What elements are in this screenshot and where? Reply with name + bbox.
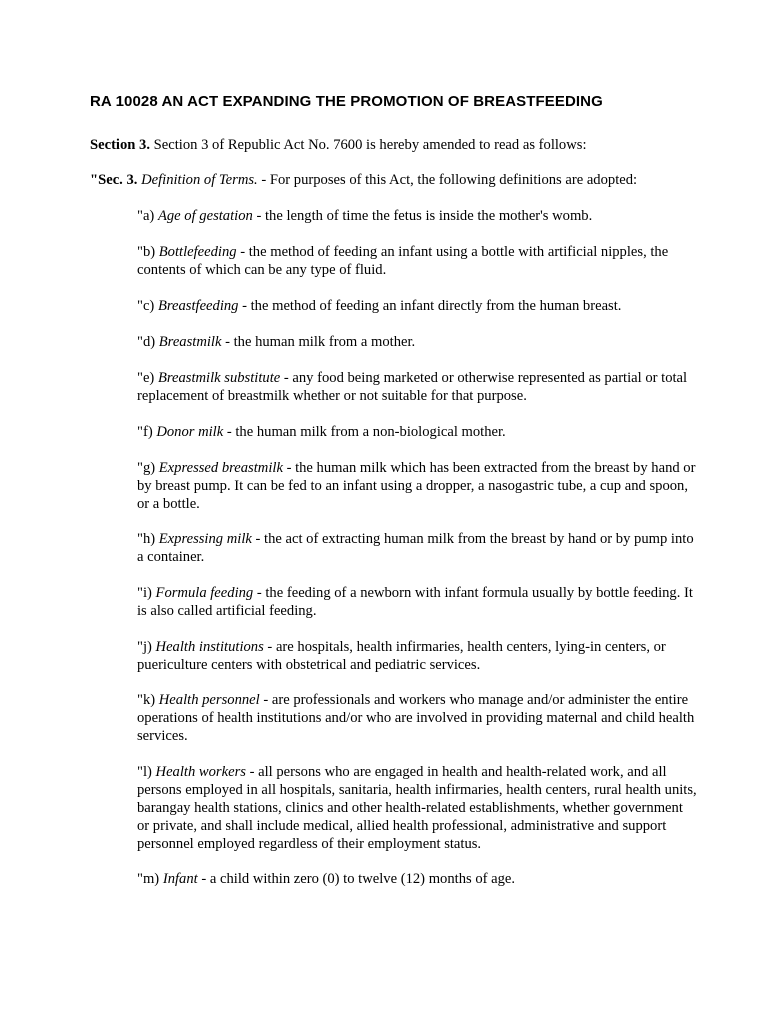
definition-term: Donor milk	[156, 424, 224, 440]
definition-prefix: "b)	[137, 244, 159, 260]
sec-3-definition-paragraph	[90, 171, 730, 189]
definition-term: Infant	[162, 871, 198, 887]
definition-term: Age of gestation	[157, 208, 253, 224]
definition-prefix: "f)	[137, 424, 157, 440]
definition-prefix: "g)	[137, 460, 159, 476]
definition-term: Expressed breastmilk	[158, 460, 283, 476]
definition-prefix: "h)	[137, 531, 159, 547]
definition-item-l	[137, 763, 697, 853]
definition-term: Health institutions	[155, 639, 264, 655]
definition-term: Breastmilk	[158, 334, 222, 350]
definition-text: - the length of time the fetus is inside the mother's womb.	[252, 208, 593, 224]
definition-item-j	[137, 638, 697, 674]
document-title: RA 10028 AN ACT EXPANDING THE PROMOTION OF BREASTFEEDING	[90, 93, 603, 110]
definition-term: Bottlefeeding	[158, 244, 237, 260]
definition-item-b	[137, 243, 697, 279]
definition-prefix: "a)	[137, 208, 158, 224]
definition-prefix: "k)	[137, 692, 159, 708]
sec-3-text: - For purposes of this Act, the following definitions are adopted:	[257, 172, 638, 188]
definition-term: Breastmilk substitute	[157, 370, 281, 386]
definition-text: - the method of feeding an infant using a bottle with artificial nipples, the contents of which can be any type of fluid.	[137, 244, 669, 278]
definition-text: - all persons who are engaged in health and health-related work, and all persons employed in all hospitals, sanitaria, health infirmaries, health centers, rural health units, barangay health stations, clinics and other health-related establishments, whether government or private, and shall include medical, allied health professional, administrative and support personnel employed regardless of their employment status.	[137, 764, 697, 852]
definition-text: - the human milk from a mother.	[221, 334, 416, 350]
section-3-text: Section 3 of Republic Act No. 7600 is hereby amended to read as follows:	[150, 137, 587, 153]
definition-text: - are hospitals, health infirmaries, health centers, lying-in centers, or puericulture centers with obstetrical and pediatric services.	[137, 639, 666, 673]
sec-3-term: Definition of Terms.	[137, 172, 258, 188]
definition-term: Breastfeeding	[157, 298, 239, 314]
definition-item-k	[137, 691, 697, 745]
definition-text: - the act of extracting human milk from the breast by hand or by pump into a container.	[137, 531, 694, 565]
definition-item-f	[137, 423, 697, 441]
definition-item-m	[137, 870, 697, 888]
definition-text: - a child within zero (0) to twelve (12) months of age.	[197, 871, 516, 887]
definition-item-e	[137, 369, 697, 405]
sec-3-label: "Sec. 3.	[90, 172, 138, 188]
definition-item-i	[137, 584, 697, 620]
definition-text: - are professionals and workers who manage and/or administer the entire operations of health institutions and/or who are involved in providing maternal and child health services.	[137, 692, 695, 744]
definition-prefix: "l)	[137, 764, 156, 780]
definition-prefix: "e)	[137, 370, 158, 386]
definition-term: Expressing milk	[158, 531, 252, 547]
definition-item-c	[137, 297, 697, 315]
definition-item-g	[137, 459, 697, 513]
definition-item-h	[137, 530, 697, 566]
section-3-paragraph	[90, 136, 730, 154]
definition-text: - the human milk which has been extracted from the breast by hand or by breast pump. It can be fed to an infant using a dropper, a nasogastric tube, a cup and spoon, or a bottle.	[137, 460, 696, 512]
definition-text: - the human milk from a non-biological mother.	[223, 424, 506, 440]
definition-term: Health workers	[155, 764, 246, 780]
definition-item-d	[137, 333, 697, 351]
definition-prefix: "i)	[137, 585, 156, 601]
definition-term: Health personnel	[158, 692, 260, 708]
definition-prefix: "j)	[137, 639, 156, 655]
definition-text: - the method of feeding an infant directly from the human breast.	[238, 298, 622, 314]
definition-prefix: "c)	[137, 298, 158, 314]
definition-item-a	[137, 207, 697, 225]
section-3-label: Section 3.	[90, 137, 150, 153]
definition-text: - any food being marketed or otherwise represented as partial or total replacement of breastmilk whether or not suitable for that purpose.	[137, 370, 688, 404]
definition-prefix: "m)	[137, 871, 163, 887]
definition-prefix: "d)	[137, 334, 159, 350]
definition-term: Formula feeding	[155, 585, 254, 601]
definition-text: - the feeding of a newborn with infant formula usually by bottle feeding. It is also called artificial feeding.	[137, 585, 693, 619]
